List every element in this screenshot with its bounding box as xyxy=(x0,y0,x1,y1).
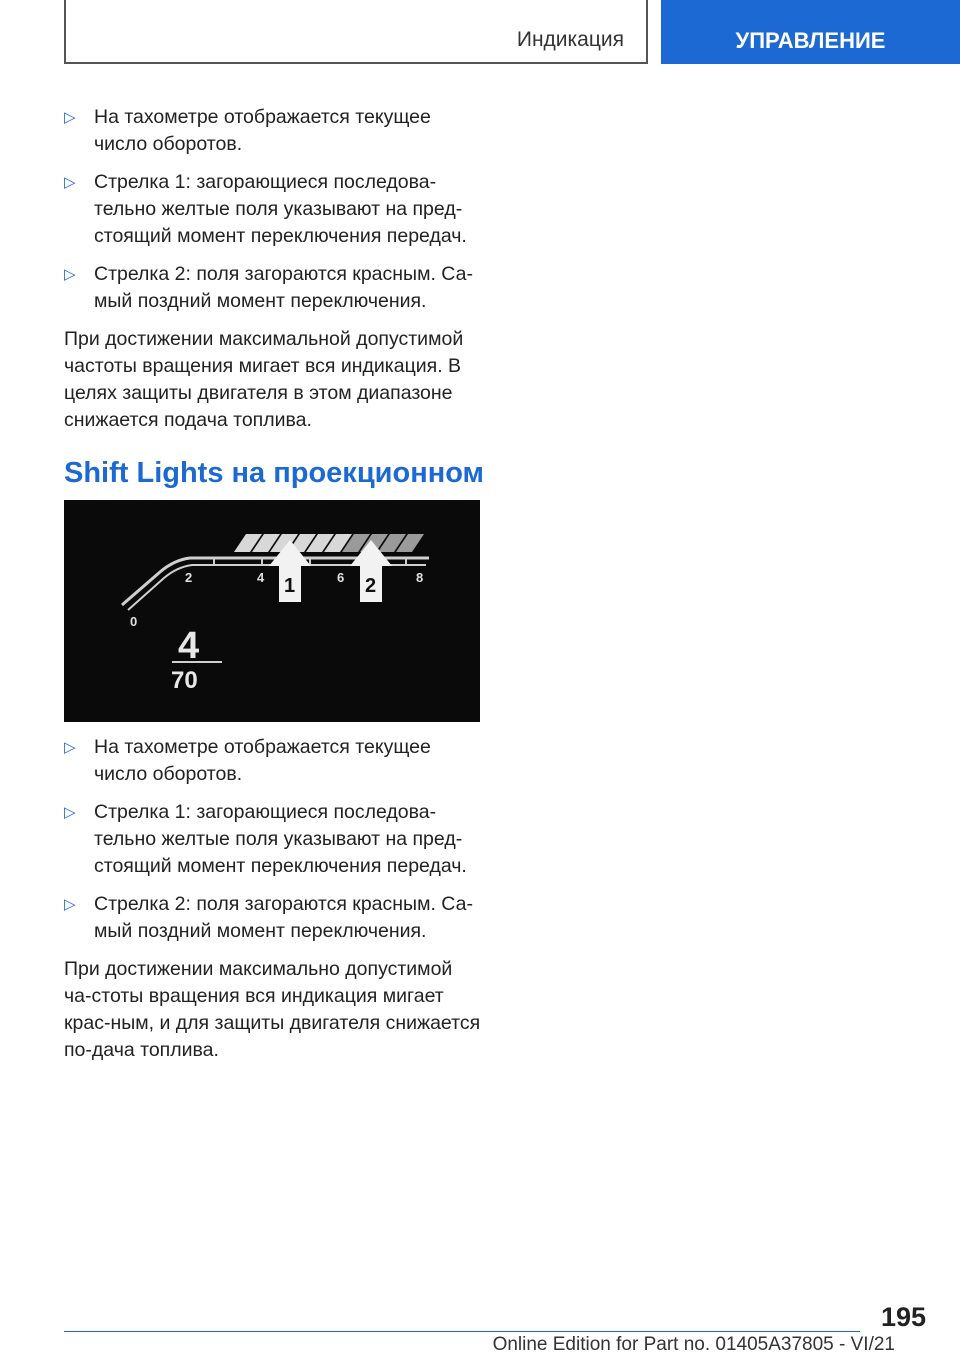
triangle-bullet-icon: ▷ xyxy=(64,109,76,126)
list-item: ▷ Стрелка 1: загорающиеся последова-тельно желтые поля указывают на пред-стоящий момент переключения передач. xyxy=(64,801,467,877)
instructions-block-2 xyxy=(64,734,484,1064)
list-item: ▷ Стрелка 1: загорающиеся последова-тельно желтые поля указывают на пред-стоящий момент переключения передач. xyxy=(64,171,467,247)
list-item: ▷ На тахометре отображается текущее число оборотов. xyxy=(64,106,431,155)
triangle-bullet-icon: ▷ xyxy=(64,804,76,821)
triangle-bullet-icon: ▷ xyxy=(64,266,76,283)
list-item: ▷ Стрелка 2: поля загораются красным. Са-мый поздний момент переключения. xyxy=(64,263,473,312)
triangle-bullet-icon: ▷ xyxy=(64,896,76,913)
gear-indicator: 4 xyxy=(178,625,200,667)
footer-divider xyxy=(64,1331,860,1332)
list-item: ▷ Стрелка 2: поля загораются красным. Са-мый поздний момент переключения. xyxy=(64,893,473,942)
instructions-block-1 xyxy=(64,104,484,526)
shift-lights-illustration xyxy=(64,500,480,722)
header-section-box xyxy=(64,0,648,64)
shift-lights-figure xyxy=(64,500,480,722)
section-heading: Shift Lights на проекционном xyxy=(64,457,485,489)
scale-label-0: 0 xyxy=(130,614,138,629)
triangle-bullet-icon: ▷ xyxy=(64,739,76,756)
scale-label-8: 8 xyxy=(416,570,424,585)
arrow-2-label: 2 xyxy=(365,575,377,597)
scale-label-2: 2 xyxy=(185,570,193,585)
triangle-bullet-icon: ▷ xyxy=(64,174,76,191)
page-number: 195 xyxy=(880,1302,926,1332)
arrow-1-label: 1 xyxy=(284,575,296,597)
scale-label-6: 6 xyxy=(337,570,345,585)
speed-indicator: 70 xyxy=(171,667,198,694)
header-section-title: Индикация xyxy=(516,28,624,51)
header-chapter-tab: УПРАВЛЕНИЕ xyxy=(661,0,960,64)
paragraph: При достижении максимально допустимой ча-стоты вращения вся индикация мигает крас-ным, и для защиты двигателя снижается по-дача топлива. xyxy=(64,958,481,1061)
paragraph: При достижении максимальной допустимой частоты вращения мигает вся индикация. В целях защиты двигателя в этом диапазоне снижается подача топлива. xyxy=(64,328,464,431)
scale-label-4: 4 xyxy=(257,570,265,585)
list-item: ▷ На тахометре отображается текущее число оборотов. xyxy=(64,736,431,785)
footer-edition: Online Edition for Part no. 01405A37805 - VI/21 xyxy=(492,1334,895,1355)
